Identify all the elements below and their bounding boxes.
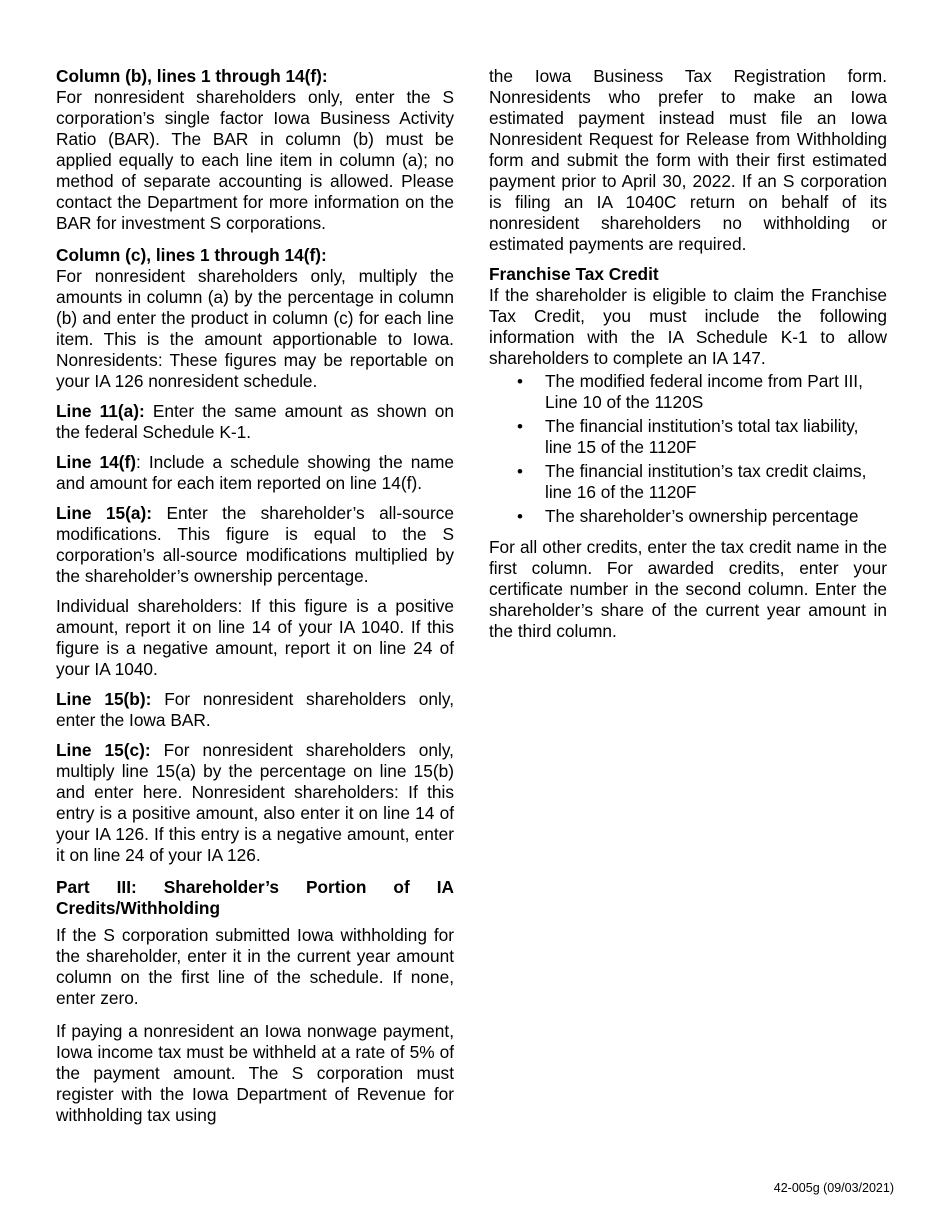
bullet-icon: • <box>517 417 523 436</box>
line-14f-label: Line 14(f) <box>56 452 137 472</box>
line-15a-label: Line 15(a): <box>56 503 153 523</box>
bullet-icon: • <box>517 372 523 391</box>
franchise-bullet-list <box>489 371 887 527</box>
bullet-icon: • <box>517 507 523 526</box>
right-column <box>489 66 887 651</box>
line-11a-label: Line 11(a): <box>56 401 145 421</box>
bullet-text: The modified federal income from Part III, Line 10 of the 1120S <box>545 371 863 412</box>
part-3-text-2: If paying a nonresident an Iowa nonwage payment, Iowa income tax must be withheld at a rate of 5% of the payment amount. The S corporation must register with the Iowa Department of Revenue for withholding tax using <box>56 1021 454 1125</box>
line-15c-text: For nonresident shareholders only, multiply line 15(a) by the percentage on line 15(b) and enter here. Nonresident shareholders: If this entry is a positive amount, also enter it on line 14 of your IA 126. If this entry is a negative amount, enter it on line 24 of your IA 126. <box>56 740 454 865</box>
individual-shareholders-text: Individual shareholders: If this figure is a positive amount, report it on line 14 of your IA 1040. If this figure is a negative amount, report it on line 24 of your IA 1040. <box>56 596 454 679</box>
list-item <box>489 506 887 527</box>
line-14f-paragraph <box>56 452 454 494</box>
franchise-tax-credit-heading: Franchise Tax Credit <box>489 264 659 284</box>
bullet-icon: • <box>517 462 523 481</box>
list-item <box>489 416 887 458</box>
line-15b-label: Line 15(b): <box>56 689 152 709</box>
col-c-text: For nonresident shareholders only, multiply the amounts in column (a) by the percentage in column (b) and enter the product in column (c) for each line item. This is the amount apportionable to Iowa. Nonresidents: These figures may be reportable on your IA 126 nonresident schedule. <box>56 266 454 391</box>
left-column <box>56 66 454 1126</box>
line-15c-label: Line 15(c): <box>56 740 151 760</box>
col-b-text: For nonresident shareholders only, enter the S corporation’s single factor Iowa Business Activity Ratio (BAR). The BAR in column (b) must be applied equally to each line item in column (a); no method of separate accounting is allowed. Please contact the Department for more information on the BAR for investment S corporations. <box>56 87 454 233</box>
list-item <box>489 371 887 413</box>
line-15a-text: Enter the shareholder’s all-source modifications. This figure is equal to the S corporation’s all-source modifications multiplied by the shareholder’s ownership percentage. <box>56 503 454 586</box>
line-15b-paragraph <box>56 689 454 731</box>
continued-text: the Iowa Business Tax Registration form. Nonresidents who prefer to make an Iowa estimated payment instead must file an Iowa Nonresident Request for Release from Withholding form and submit the form with their first estimated payment prior to April 30, 2022. If an S corporation is filing an IA 1040C return on behalf of its nonresident shareholders no withholding or estimated payments are required. <box>489 66 887 254</box>
list-item <box>489 461 887 503</box>
franchise-tax-credit-text: If the shareholder is eligible to claim the Franchise Tax Credit, you must include the following information with the IA Schedule K-1 to allow shareholders to complete an IA 147. <box>489 285 887 368</box>
line-15a-paragraph <box>56 503 454 587</box>
part-3-text-1: If the S corporation submitted Iowa withholding for the shareholder, enter it in the current year amount column on the first line of the schedule. If none, enter zero. <box>56 925 454 1008</box>
col-b-heading: Column (b), lines 1 through 14(f): <box>56 66 328 86</box>
line-15b-text: For nonresident shareholders only, enter the Iowa BAR. <box>56 689 454 730</box>
line-14f-text: : Include a schedule showing the name and amount for each item reported on line 14(f). <box>56 452 454 493</box>
form-number: 42-005g (09/03/2021) <box>773 1181 894 1195</box>
line-15c-paragraph <box>56 740 454 866</box>
bullet-text: The financial institution’s total tax liability, line 15 of the 1120F <box>545 416 859 457</box>
col-c-heading: Column (c), lines 1 through 14(f): <box>56 245 327 265</box>
line-11a-paragraph <box>56 401 454 443</box>
bullet-text: The financial institution’s tax credit claims, line 16 of the 1120F <box>545 461 867 502</box>
bullet-text: The shareholder’s ownership percentage <box>545 506 859 526</box>
line-11a-text: Enter the same amount as shown on the federal Schedule K-1. <box>56 401 454 442</box>
other-credits-text: For all other credits, enter the tax credit name in the first column. For awarded credits, enter your certificate number in the second column. Enter the shareholder’s share of the current year amount in the third column. <box>489 537 887 641</box>
part-3-heading: Part III: Shareholder’s Portion of IA Credits/Withholding <box>56 877 454 918</box>
